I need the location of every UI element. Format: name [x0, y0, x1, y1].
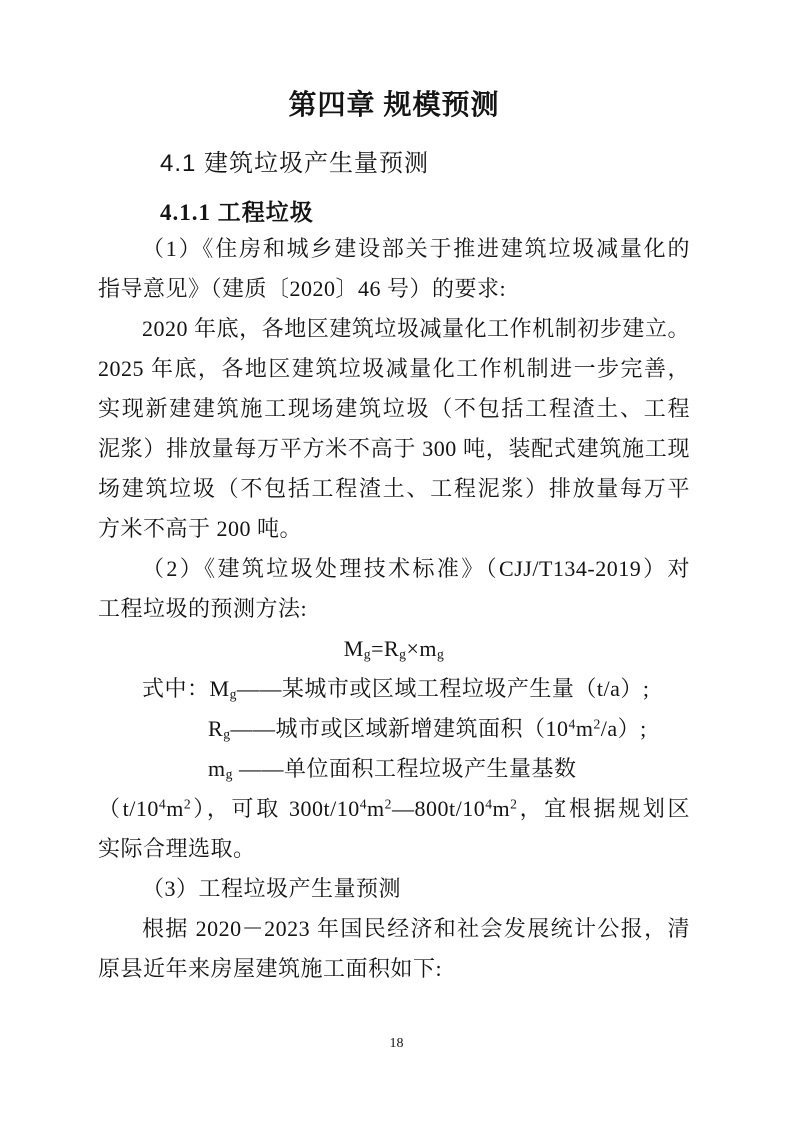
- body-line: 实现新建建筑施工现场建筑垃圾（不包括工程渣土、工程: [98, 396, 690, 421]
- body-line: （3）工程垃圾产生量预测: [142, 876, 402, 901]
- body-line: 2020 年底，各地区建筑垃圾减量化工作机制初步建立。: [142, 316, 690, 341]
- subsection-heading: 4.1.1 工程垃圾: [160, 200, 314, 225]
- page-number: 18: [389, 1036, 404, 1051]
- body-line: （2）《建筑垃圾处理技术标准》（CJJ/T134-2019）对: [142, 556, 690, 581]
- body-line: 根据 2020－2023 年国民经济和社会发展统计公报，清: [142, 916, 690, 941]
- body-line: 式中：$M_g——$某城市或区域工程垃圾产生量（t/a）;: [142, 676, 650, 702]
- body-line: 实际合理选取。: [98, 836, 256, 861]
- body-line: 指导意见》（建质〔2020〕46 号）的要求:: [98, 276, 507, 301]
- body-line: 方米不高于 200 吨。: [98, 516, 303, 541]
- body-lines: [98, 229, 690, 989]
- body-line: 工程垃圾的预测方法:: [98, 596, 308, 621]
- section-heading: 4.1 建筑垃圾产生量预测: [160, 150, 430, 177]
- body-line: 泥浆）排放量每万平方米不高于 300 吨，装配式建筑施工现: [98, 436, 690, 461]
- formula-line: $M_g=R_g\times m_g$: [343, 636, 445, 662]
- body-line: $(t/10^4m^2)$，可取 $300t/10^4m^2—800t/10^4m^2$，宜根据规划区: [98, 796, 690, 821]
- body-line: 场建筑垃圾（不包括工程渣土、工程泥浆）排放量每万平: [98, 476, 690, 501]
- body-line: $R_g——$城市或区域新增建筑面积$(10^4m^2/a)$;: [208, 716, 647, 742]
- body-line: $m_g$ ——单位面积工程垃圾产生量基数: [208, 756, 577, 782]
- chapter-title: 第四章 规模预测: [288, 90, 500, 121]
- body-line: 2025 年底，各地区建筑垃圾减量化工作机制进一步完善，: [98, 356, 690, 381]
- body-line: （1）《住房和城乡建设部关于推进建筑垃圾减量化的: [142, 236, 690, 261]
- body-line: 原县近年来房屋建筑施工面积如下:: [98, 956, 443, 981]
